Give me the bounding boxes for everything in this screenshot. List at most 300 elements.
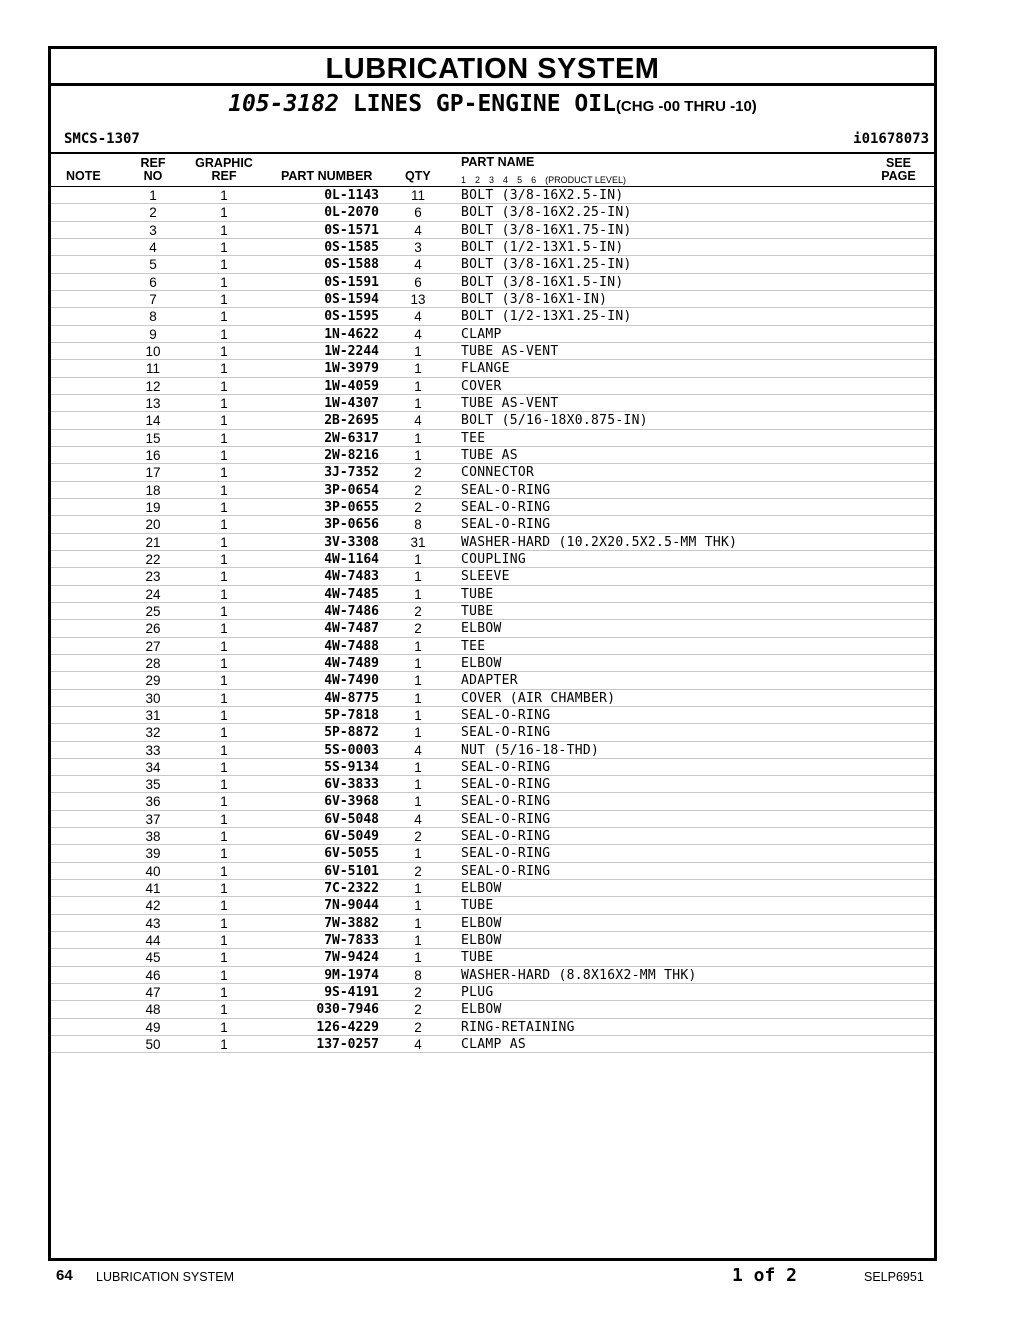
quantity: 2 — [414, 985, 422, 1001]
table-row — [51, 395, 934, 412]
graphic-ref: 1 — [220, 517, 228, 533]
quantity: 1 — [414, 950, 422, 966]
ref-no: 3 — [149, 222, 157, 238]
graphic-ref: 1 — [220, 447, 228, 463]
ref-no: 4 — [149, 239, 157, 255]
parts-list-frame — [48, 46, 937, 1261]
part-name: SEAL-O-RING — [461, 846, 551, 862]
ref-no: 49 — [145, 1019, 161, 1035]
quantity: 4 — [414, 222, 422, 238]
part-name: SEAL-O-RING — [461, 811, 551, 827]
ref-no: 10 — [145, 343, 161, 359]
table-row — [51, 568, 934, 585]
quantity: 1 — [414, 933, 422, 949]
part-number: 0L-1143 — [324, 188, 379, 203]
col-graphic-bottom: REF — [211, 169, 237, 183]
graphic-ref: 1 — [220, 361, 228, 377]
quantity: 2 — [414, 863, 422, 879]
part-number: 030-7946 — [316, 1002, 379, 1018]
table-row — [51, 845, 934, 862]
part-number: 0L-2070 — [324, 205, 379, 221]
part-number: 7W-3882 — [324, 915, 379, 931]
col-note: NOTE — [66, 169, 101, 183]
table-row — [51, 603, 934, 620]
ref-no: 19 — [145, 499, 161, 515]
table-row — [51, 724, 934, 741]
graphic-ref: 1 — [220, 673, 228, 689]
part-name: BOLT (3/8-16X2.25-IN) — [461, 205, 632, 221]
part-number: 7W-9424 — [324, 950, 379, 966]
part-number: 126-4229 — [316, 1019, 379, 1035]
graphic-ref: 1 — [220, 551, 228, 567]
part-number: 3V-3308 — [324, 534, 379, 550]
part-name: SLEEVE — [461, 569, 510, 585]
part-name: TUBE — [461, 898, 494, 914]
part-number: 5S-0003 — [324, 742, 379, 758]
graphic-ref: 1 — [220, 690, 228, 706]
part-name: ELBOW — [461, 621, 502, 637]
table-row — [51, 256, 934, 273]
quantity: 8 — [414, 967, 422, 983]
graphic-ref: 1 — [220, 1019, 228, 1035]
part-name: SEAL-O-RING — [461, 707, 551, 723]
col-part-name: PART NAME — [461, 155, 535, 169]
ref-no: 39 — [145, 846, 161, 862]
quantity: 4 — [414, 257, 422, 273]
quantity: 4 — [414, 326, 422, 342]
ref-no: 18 — [145, 482, 161, 498]
part-number: 1W-4059 — [324, 378, 379, 394]
graphic-ref: 1 — [220, 811, 228, 827]
graphic-ref: 1 — [220, 430, 228, 446]
table-row — [51, 464, 934, 481]
table-row — [51, 811, 934, 828]
quantity: 1 — [414, 846, 422, 862]
table-row — [51, 239, 934, 256]
graphic-ref: 1 — [220, 707, 228, 723]
part-name: SEAL-O-RING — [461, 725, 551, 741]
table-row — [51, 482, 934, 499]
col-graphic — [194, 157, 254, 183]
part-number: 6V-5049 — [324, 829, 379, 845]
table-row — [51, 343, 934, 360]
graphic-ref: 1 — [220, 569, 228, 585]
ref-no: 6 — [149, 274, 157, 290]
table-row — [51, 897, 934, 914]
graphic-ref: 1 — [220, 655, 228, 671]
part-number: 3P-0655 — [324, 499, 379, 515]
part-name: ELBOW — [461, 655, 502, 671]
level-1: 1 — [461, 175, 467, 185]
ref-no: 17 — [145, 465, 161, 481]
graphic-ref: 1 — [220, 499, 228, 515]
col-graphic-top: GRAPHIC — [195, 156, 253, 170]
part-number: 1W-3979 — [324, 361, 379, 377]
table-row — [51, 828, 934, 845]
part-name: TUBE — [461, 586, 494, 602]
col-see-page — [876, 157, 921, 183]
graphic-ref: 1 — [220, 985, 228, 1001]
ref-no: 24 — [145, 586, 161, 602]
part-number: 0S-1591 — [324, 274, 379, 290]
part-number: 3P-0656 — [324, 517, 379, 533]
ref-no: 25 — [145, 603, 161, 619]
table-row — [51, 1001, 934, 1018]
quantity: 1 — [414, 707, 422, 723]
part-number: 2B-2695 — [324, 413, 379, 429]
quantity: 6 — [414, 274, 422, 290]
ref-no: 43 — [145, 915, 161, 931]
part-number: 6V-5048 — [324, 811, 379, 827]
part-number: 3J-7352 — [324, 465, 379, 481]
ref-no: 12 — [145, 378, 161, 394]
ref-no: 33 — [145, 742, 161, 758]
table-row — [51, 516, 934, 533]
table-row — [51, 222, 934, 239]
part-number: 2W-8216 — [324, 447, 379, 463]
part-number: 7C-2322 — [324, 881, 379, 897]
part-number: 5P-7818 — [324, 707, 379, 723]
quantity: 4 — [414, 413, 422, 429]
part-number: 137-0257 — [316, 1037, 379, 1053]
table-row — [51, 274, 934, 291]
graphic-ref: 1 — [220, 742, 228, 758]
ref-no: 14 — [145, 413, 161, 429]
table-row — [51, 430, 934, 447]
graphic-ref: 1 — [220, 1037, 228, 1053]
ref-no: 8 — [149, 309, 157, 325]
part-name: BOLT (1/2-13X1.5-IN) — [461, 239, 624, 255]
graphic-ref: 1 — [220, 326, 228, 342]
ref-no: 23 — [145, 569, 161, 585]
ref-no: 46 — [145, 967, 161, 983]
ref-no: 29 — [145, 673, 161, 689]
quantity: 1 — [414, 378, 422, 394]
ref-no: 11 — [145, 361, 160, 377]
table-row — [51, 984, 934, 1001]
part-number: 9S-4191 — [324, 985, 379, 1001]
table-row — [51, 655, 934, 672]
col-see-top: SEE — [885, 156, 911, 170]
table-row — [51, 949, 934, 966]
ref-no: 32 — [145, 725, 161, 741]
table-row — [51, 1036, 934, 1053]
graphic-ref: 1 — [220, 1002, 228, 1018]
graphic-ref: 1 — [220, 638, 228, 654]
table-row — [51, 759, 934, 776]
table-row — [51, 793, 934, 810]
part-number: 1W-2244 — [324, 343, 379, 359]
part-number: 4W-1164 — [324, 551, 379, 567]
table-row — [51, 291, 934, 308]
table-row — [51, 638, 934, 655]
part-number: 6V-3968 — [324, 794, 379, 810]
part-number: 0S-1585 — [324, 239, 379, 255]
graphic-ref: 1 — [220, 309, 228, 325]
part-name: SEAL-O-RING — [461, 499, 551, 515]
quantity: 1 — [414, 395, 422, 411]
table-row — [51, 499, 934, 516]
quantity: 4 — [414, 1037, 422, 1053]
product-level-label: (PRODUCT LEVEL) — [545, 175, 626, 185]
table-row — [51, 967, 934, 984]
part-number: 5P-8872 — [324, 725, 379, 741]
graphic-ref: 1 — [220, 188, 228, 203]
ref-no: 38 — [145, 829, 161, 845]
part-number: 2W-6317 — [324, 430, 379, 446]
ref-no: 44 — [145, 933, 161, 949]
ref-no: 45 — [145, 950, 161, 966]
document-number: SELP6951 — [864, 1270, 924, 1284]
table-row — [51, 707, 934, 724]
quantity: 2 — [414, 499, 422, 515]
ref-no: 9 — [149, 326, 157, 342]
table-row — [51, 447, 934, 464]
product-levels — [461, 175, 635, 185]
part-name: TEE — [461, 638, 486, 654]
quantity: 2 — [414, 465, 422, 481]
part-name: FLANGE — [461, 361, 510, 377]
ref-no: 41 — [145, 881, 161, 897]
part-number: 9M-1974 — [324, 967, 379, 983]
col-ref — [139, 157, 167, 183]
ref-no: 2 — [149, 205, 157, 221]
graphic-ref: 1 — [220, 205, 228, 221]
ref-no: 42 — [145, 898, 161, 914]
part-number: 5S-9134 — [324, 759, 379, 775]
quantity: 13 — [410, 291, 426, 307]
part-name: SEAL-O-RING — [461, 777, 551, 793]
table-row — [51, 412, 934, 429]
footer-section-title: LUBRICATION SYSTEM — [96, 1270, 234, 1284]
part-number: 0S-1595 — [324, 309, 379, 325]
graphic-ref: 1 — [220, 950, 228, 966]
graphic-ref: 1 — [220, 777, 228, 793]
level-4: 4 — [503, 175, 509, 185]
ref-no: 36 — [145, 794, 161, 810]
part-number: 4W-7485 — [324, 586, 379, 602]
quantity: 1 — [414, 690, 422, 706]
part-name: BOLT (1/2-13X1.25-IN) — [461, 309, 632, 325]
ref-no: 26 — [145, 621, 161, 637]
graphic-ref: 1 — [220, 725, 228, 741]
graphic-ref: 1 — [220, 759, 228, 775]
change-range: (CHG -00 THRU -10) — [615, 98, 757, 115]
quantity: 1 — [414, 343, 422, 359]
col-ref-bottom: NO — [143, 169, 163, 183]
table-row — [51, 620, 934, 637]
part-name: TUBE — [461, 603, 494, 619]
quantity: 1 — [414, 915, 422, 931]
ref-no: 7 — [149, 291, 157, 307]
graphic-ref: 1 — [220, 534, 228, 550]
part-name: COVER (AIR CHAMBER) — [461, 690, 616, 706]
part-name: ELBOW — [461, 1002, 502, 1018]
quantity: 2 — [414, 621, 422, 637]
part-name: SEAL-O-RING — [461, 517, 551, 533]
part-name: TUBE AS — [461, 447, 518, 463]
quantity: 1 — [414, 638, 422, 654]
part-name: ELBOW — [461, 915, 502, 931]
level-6: 6 — [531, 175, 537, 185]
graphic-ref: 1 — [220, 465, 228, 481]
quantity: 31 — [410, 534, 426, 550]
graphic-ref: 1 — [220, 257, 228, 273]
part-number: 4W-7486 — [324, 603, 379, 619]
level-2: 2 — [475, 175, 481, 185]
ref-no: 35 — [145, 777, 161, 793]
quantity: 2 — [414, 829, 422, 845]
part-number: 7N-9044 — [324, 898, 379, 914]
quantity: 1 — [414, 777, 422, 793]
quantity: 3 — [414, 239, 422, 255]
quantity: 1 — [414, 586, 422, 602]
table-row — [51, 551, 934, 568]
ref-no: 48 — [145, 1002, 161, 1018]
graphic-ref: 1 — [220, 846, 228, 862]
sheet-indicator: 1 of 2 — [732, 1265, 798, 1286]
table-row — [51, 915, 934, 932]
table-row — [51, 308, 934, 325]
part-name: ELBOW — [461, 881, 502, 897]
graphic-ref: 1 — [220, 794, 228, 810]
graphic-ref: 1 — [220, 413, 228, 429]
quantity: 1 — [414, 881, 422, 897]
part-number: 0S-1571 — [324, 222, 379, 238]
table-row — [51, 586, 934, 603]
ref-no: 31 — [145, 707, 161, 723]
part-number: 0S-1594 — [324, 291, 379, 307]
graphic-ref: 1 — [220, 621, 228, 637]
graphic-ref: 1 — [220, 967, 228, 983]
part-name: COVER — [461, 378, 502, 394]
table-row — [51, 360, 934, 377]
graphic-ref: 1 — [220, 586, 228, 602]
graphic-ref: 1 — [220, 239, 228, 255]
part-name: BOLT (3/8-16X1-IN) — [461, 291, 608, 307]
col-qty: QTY — [405, 169, 431, 183]
graphic-ref: 1 — [220, 291, 228, 307]
group-number: 105-3182 — [228, 91, 339, 117]
smcs-code: SMCS-1307 — [64, 131, 140, 147]
quantity: 2 — [414, 603, 422, 619]
quantity: 1 — [414, 673, 422, 689]
part-name: SEAL-O-RING — [461, 759, 551, 775]
graphic-ref: 1 — [220, 881, 228, 897]
quantity: 1 — [414, 447, 422, 463]
part-name: RING-RETAINING — [461, 1019, 575, 1035]
part-name: CLAMP — [461, 326, 502, 342]
quantity: 11 — [410, 188, 425, 203]
part-name: BOLT (5/16-18X0.875-IN) — [461, 413, 648, 429]
part-name: TUBE AS-VENT — [461, 395, 559, 411]
graphic-ref: 1 — [220, 395, 228, 411]
graphic-ref: 1 — [220, 863, 228, 879]
graphic-ref: 1 — [220, 933, 228, 949]
ref-no: 22 — [145, 551, 161, 567]
quantity: 2 — [414, 1002, 422, 1018]
part-name: BOLT (3/8-16X1.25-IN) — [461, 257, 632, 273]
quantity: 1 — [414, 759, 422, 775]
part-name: CONNECTOR — [461, 465, 535, 481]
group-heading — [51, 89, 934, 122]
table-row — [51, 880, 934, 897]
quantity: 2 — [414, 1019, 422, 1035]
ref-no: 37 — [145, 811, 161, 827]
ref-no: 27 — [145, 638, 161, 654]
ref-no: 5 — [149, 257, 157, 273]
table-row — [51, 690, 934, 707]
quantity: 8 — [414, 517, 422, 533]
part-name: NUT (5/16-18-THD) — [461, 742, 600, 758]
part-number: 6V-5101 — [324, 863, 379, 879]
table-row — [51, 776, 934, 793]
graphic-ref: 1 — [220, 222, 228, 238]
col-ref-top: REF — [140, 156, 166, 170]
table-row — [51, 672, 934, 689]
part-name: PLUG — [461, 985, 494, 1001]
part-number: 1N-4622 — [324, 326, 379, 342]
part-name: SEAL-O-RING — [461, 829, 551, 845]
quantity: 1 — [414, 794, 422, 810]
table-row — [51, 326, 934, 343]
quantity: 2 — [414, 482, 422, 498]
ref-no: 50 — [145, 1037, 161, 1053]
part-number: 3P-0654 — [324, 482, 379, 498]
part-name: TEE — [461, 430, 486, 446]
part-number: 4W-7487 — [324, 621, 379, 637]
part-number: 4W-7490 — [324, 673, 379, 689]
ref-no: 1 — [149, 188, 157, 203]
col-part-number: PART NUMBER — [281, 169, 373, 183]
graphic-ref: 1 — [220, 378, 228, 394]
quantity: 4 — [414, 742, 422, 758]
quantity: 1 — [414, 569, 422, 585]
part-name: TUBE — [461, 950, 494, 966]
table-row — [51, 863, 934, 880]
part-number: 0S-1588 — [324, 257, 379, 273]
table-row — [51, 932, 934, 949]
part-number: 4W-7483 — [324, 569, 379, 585]
part-number: 7W-7833 — [324, 933, 379, 949]
ref-no: 28 — [145, 655, 161, 671]
ref-no: 30 — [145, 690, 161, 706]
group-name: LINES GP-ENGINE OIL — [352, 91, 616, 117]
graphic-ref: 1 — [220, 482, 228, 498]
header-divider — [51, 152, 934, 154]
part-name: SEAL-O-RING — [461, 482, 551, 498]
table-row — [51, 204, 934, 221]
table-row — [51, 1019, 934, 1036]
part-number: 4W-7488 — [324, 638, 379, 654]
part-name: BOLT (3/8-16X2.5-IN) — [461, 188, 624, 203]
page-number: 64 — [56, 1267, 73, 1284]
level-5: 5 — [517, 175, 523, 185]
part-number: 4W-7489 — [324, 655, 379, 671]
quantity: 1 — [414, 430, 422, 446]
graphic-ref: 1 — [220, 603, 228, 619]
ref-no: 34 — [145, 759, 161, 775]
graphic-ref: 1 — [220, 343, 228, 359]
part-number: 6V-3833 — [324, 777, 379, 793]
part-name: WASHER-HARD (8.8X16X2-MM THK) — [461, 967, 697, 983]
quantity: 1 — [414, 898, 422, 914]
part-name: SEAL-O-RING — [461, 863, 551, 879]
part-name: ADAPTER — [461, 673, 518, 689]
part-name: BOLT (3/8-16X1.5-IN) — [461, 274, 624, 290]
part-name: BOLT (3/8-16X1.75-IN) — [461, 222, 632, 238]
parts-table — [51, 187, 934, 1053]
